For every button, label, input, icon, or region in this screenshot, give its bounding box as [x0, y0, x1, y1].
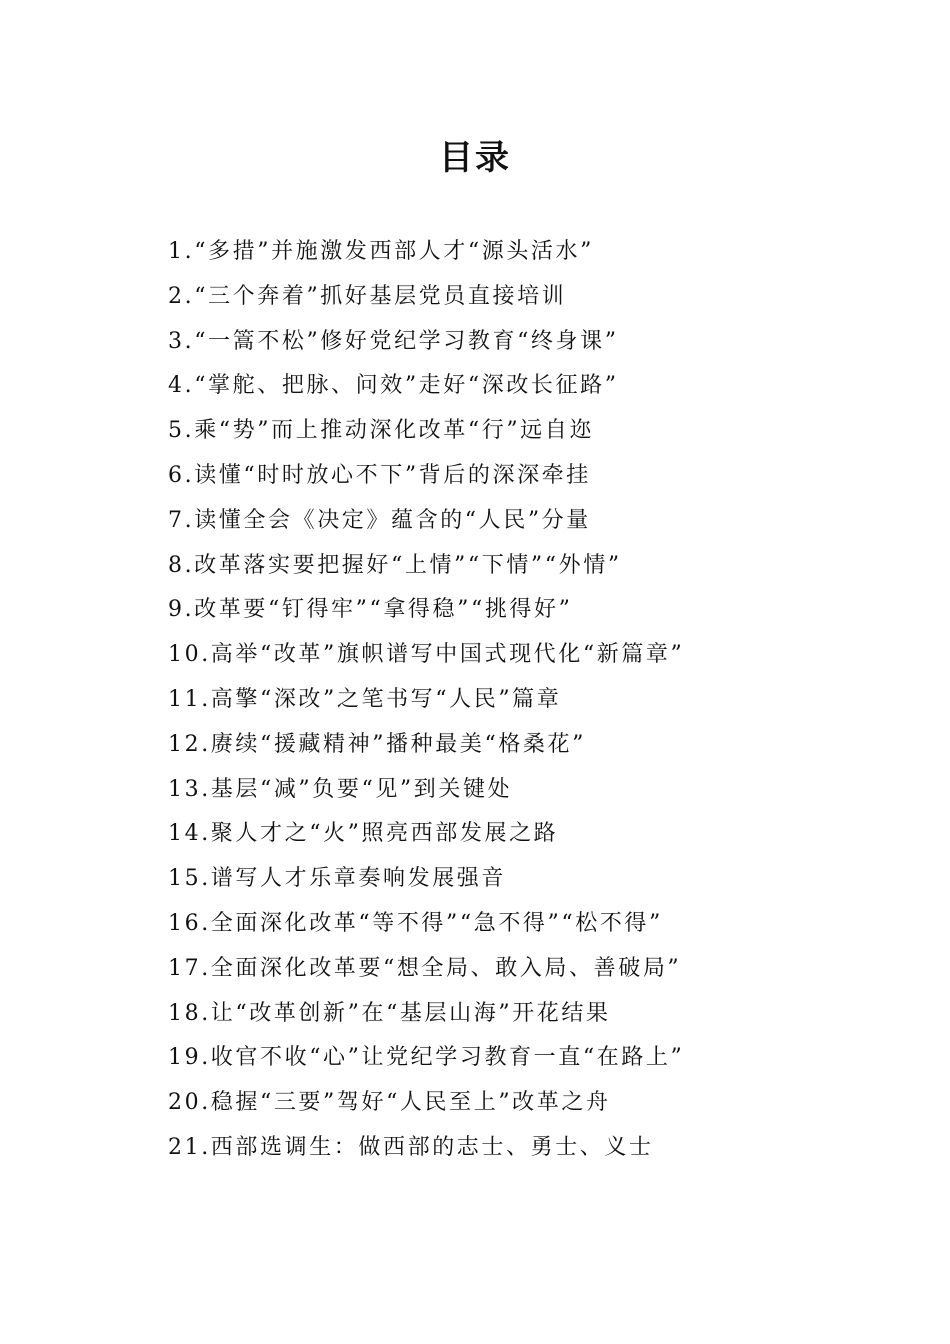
- toc-item-17: 17.全面深化改革要“想全局、敢入局、善破局”: [168, 955, 682, 981]
- toc-item-2: 2.“三个奔着”抓好基层党员直接培训: [168, 283, 567, 309]
- toc-item-1: 1.“多措”并施激发西部人才“源头活水”: [168, 239, 594, 264]
- toc-item-7: 7.读懂全会《决定》蕴含的“人民”分量: [168, 507, 591, 533]
- toc-item-16: 16.全面深化改革“等不得”“急不得”“松不得”: [168, 910, 663, 936]
- toc-item-20: 20.稳握“三要”驾好“人民至上”改革之舟: [168, 1090, 611, 1116]
- toc-item-10: 10.高举“改革”旗帜谱写中国式现代化“新篇章”: [168, 642, 685, 668]
- toc-item-13: 13.基层“减”负要“见”到关键处: [168, 776, 513, 802]
- toc-item-5: 5.乘“势”而上推动深化改革“行”远自迩: [168, 418, 594, 444]
- toc-item-3: 3.“一篙不松”修好党纪学习教育“终身课”: [168, 328, 619, 354]
- toc-item-15: 15.谱写人才乐章奏响发展强音: [168, 866, 506, 892]
- toc-item-4: 4.“掌舵、把脉、问效”走好“深改长征路”: [168, 373, 619, 399]
- toc-item-12: 12.赓续“援藏精神”播种最美“格桑花”: [168, 731, 586, 757]
- toc-item-6: 6.读懂“时时放心不下”背后的深深牵挂: [168, 462, 591, 488]
- table-of-contents: [168, 230, 908, 1171]
- toc-item-21: 21.西部选调生：做西部的志士、勇士、义士: [168, 1134, 654, 1160]
- toc-item-8: 8.改革落实要把握好“上情”“下情”“外情”: [168, 552, 622, 578]
- toc-item-14: 14.聚人才之“火”照亮西部发展之路: [168, 821, 559, 847]
- toc-item-11: 11.高擎“深改”之笔书写“人民”篇章: [168, 686, 562, 712]
- toc-item-19: 19.收官不收“心”让党纪学习教育一直“在路上”: [168, 1045, 685, 1071]
- toc-item-18: 18.让“改革创新”在“基层山海”开花结果: [168, 1000, 611, 1026]
- page-title: 目录: [439, 138, 511, 178]
- toc-item-9: 9.改革要“钉得牢”“拿得稳”“挑得好”: [168, 597, 573, 623]
